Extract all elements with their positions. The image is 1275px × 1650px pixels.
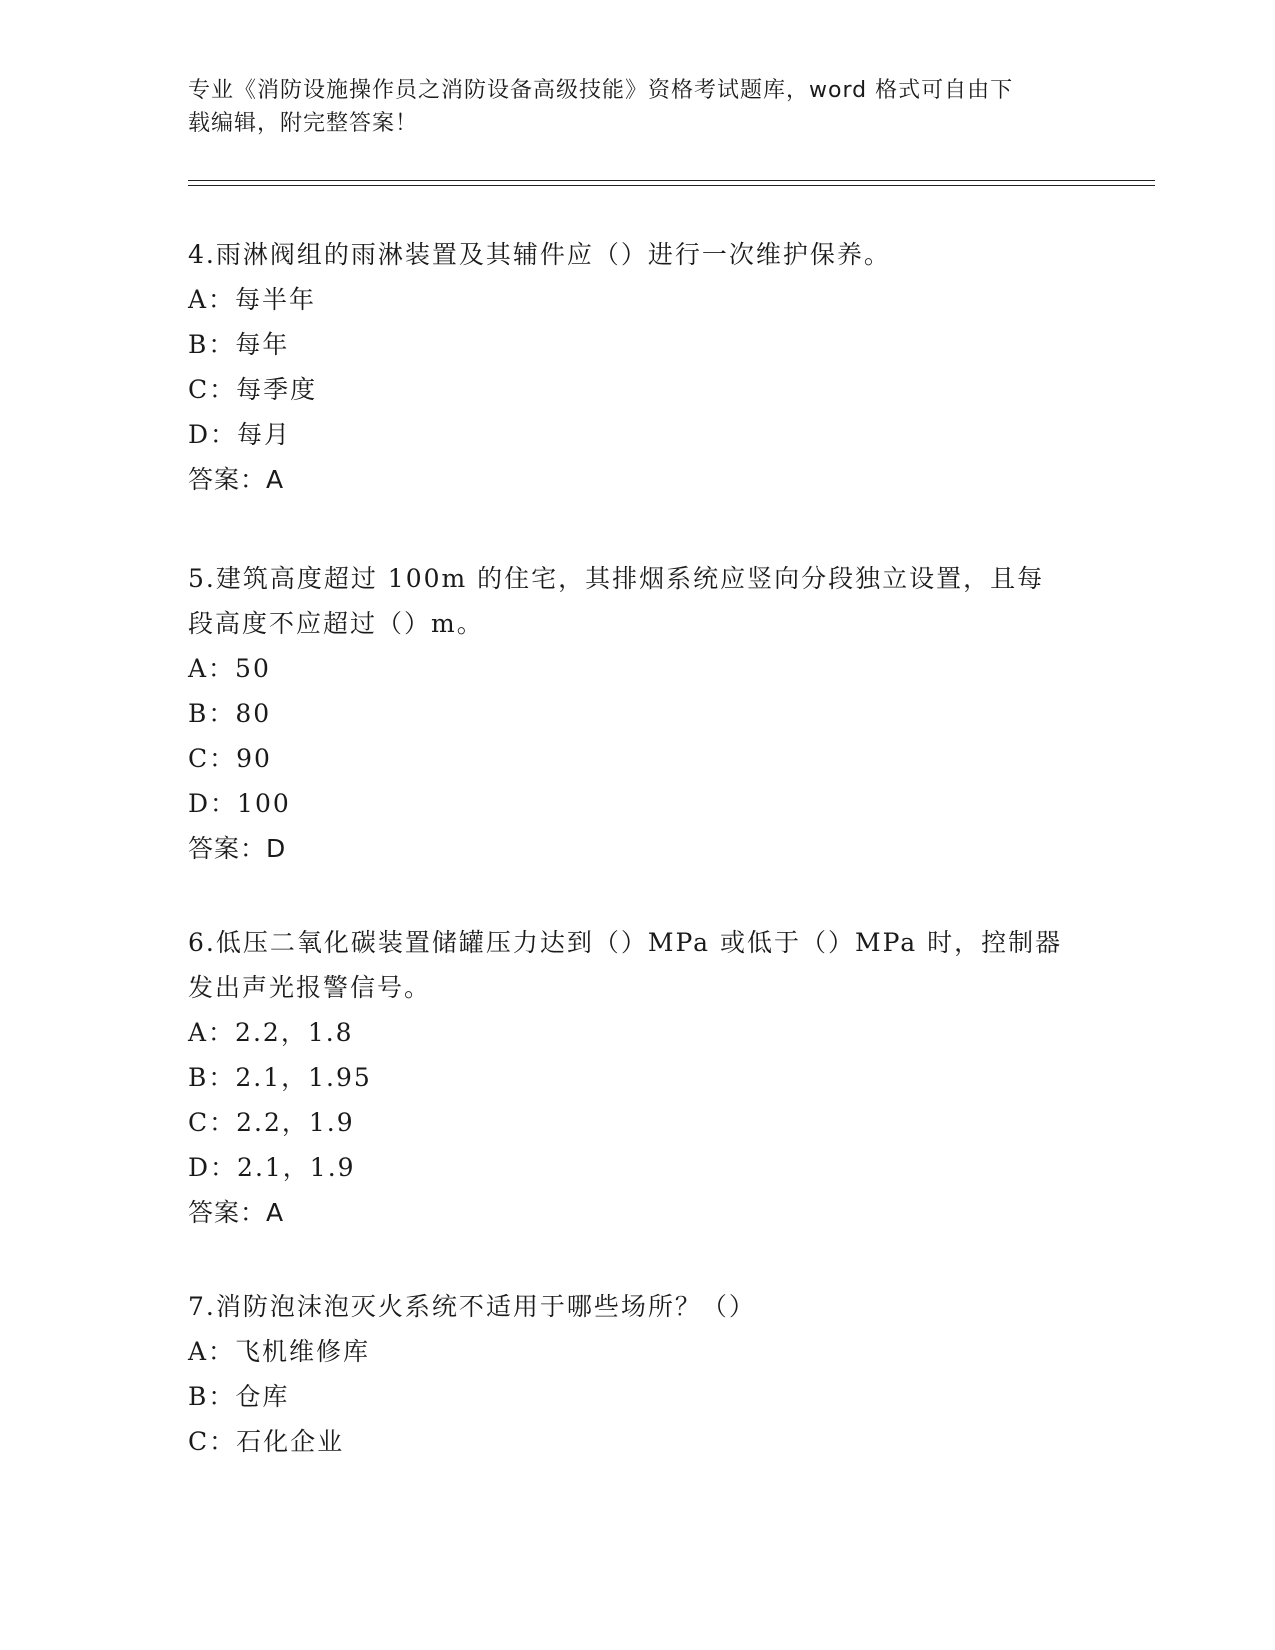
answer: 答案：D <box>188 834 287 863</box>
question-6 <box>188 920 1088 1235</box>
option-b: B：2.1，1.95 <box>188 1063 372 1092</box>
question-stem-line-2: 段高度不应超过（）m。 <box>188 609 484 638</box>
header-line-1: 专业《消防设施操作员之消防设备高级技能》资格考试题库，word 格式可自由下 <box>188 78 1014 103</box>
option-a: A：50 <box>188 654 271 683</box>
option-a: A：每半年 <box>188 285 317 314</box>
question-5 <box>188 556 1088 871</box>
option-b: B：每年 <box>188 330 290 359</box>
answer: 答案：A <box>188 1198 285 1227</box>
answer: 答案：A <box>188 465 285 494</box>
option-c: C：每季度 <box>188 375 318 404</box>
option-d: D：100 <box>188 789 291 818</box>
option-c: C：90 <box>188 744 272 773</box>
option-a: A：2.2，1.8 <box>188 1018 354 1047</box>
option-c: C：2.2，1.9 <box>188 1108 355 1137</box>
option-d: D：每月 <box>188 420 292 449</box>
option-d: D：2.1，1.9 <box>188 1153 356 1182</box>
question-7 <box>188 1284 1088 1464</box>
header-divider-bottom <box>188 185 1155 186</box>
option-b: B：80 <box>188 699 272 728</box>
option-a: A：飞机维修库 <box>188 1337 371 1366</box>
question-stem-line-1: 5.建筑高度超过 100m 的住宅，其排烟系统应竖向分段独立设置，且每 <box>188 564 1045 593</box>
option-c: C：石化企业 <box>188 1427 345 1456</box>
document-header <box>188 74 1088 140</box>
question-stem: 7.消防泡沫泡灭火系统不适用于哪些场所？（） <box>188 1292 756 1321</box>
question-stem-line-2: 发出声光报警信号。 <box>188 973 432 1002</box>
option-b: B：仓库 <box>188 1382 290 1411</box>
header-line-2: 载编辑，附完整答案！ <box>188 111 419 136</box>
question-4 <box>188 232 1088 502</box>
question-stem: 4.雨淋阀组的雨淋装置及其辅件应（）进行一次维护保养。 <box>188 240 891 269</box>
header-divider-top <box>188 180 1155 181</box>
question-stem-line-1: 6.低压二氧化碳装置储罐压力达到（）MPa 或低于（）MPa 时，控制器 <box>188 928 1063 957</box>
